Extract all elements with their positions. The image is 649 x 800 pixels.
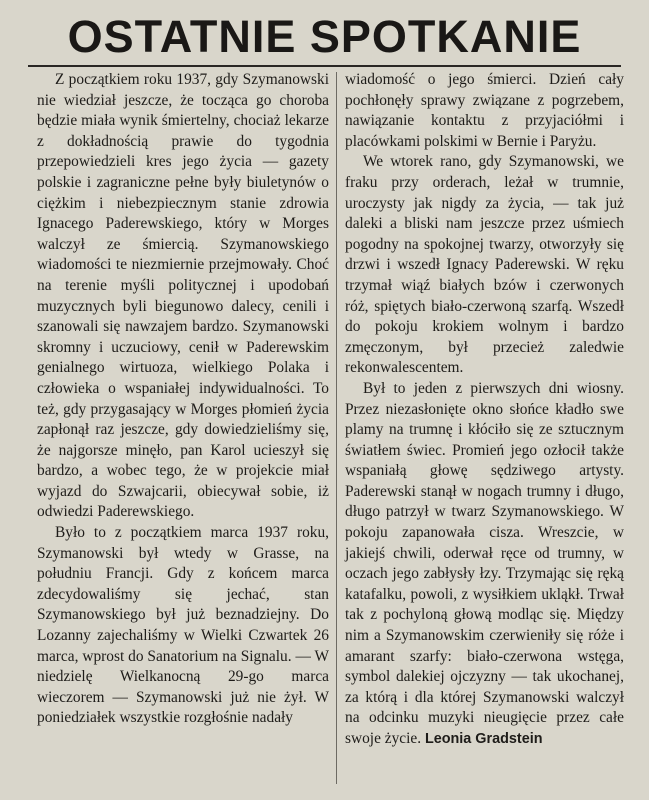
- paragraph-final: [345, 379, 624, 750]
- paragraph: wiadomość o jego śmierci. Dzień cały pochłonęły sprawy związane z pogrzebem, nawiązanie kontaktu z przyjaciółmi i placówkami polskimi w Bernie i Paryżu.: [345, 71, 624, 150]
- left-column: [37, 70, 329, 729]
- paragraph: We wtorek rano, gdy Szymanowski, we fraku przy orderach, leżał w trumnie, uroczysty jak nigdy za życia, — tak już daleki a bliski nam jeszcze przez uśmiech pogodny na spokojnej twarzy, otworzyły się drzwi i wszedł Ignacy Paderewski. W ręku trzymał wiąź białych bzów i czerwonych róż, spiętych biało-czerwoną szarfą. Wszedł do pokoju krokiem wolnym i bardzo zmęczonym, był przecież zaledwie rekonwalescentem.: [345, 153, 624, 377]
- paragraph: Było to z początkiem marca 1937 roku, Szymanowski był wtedy w Grasse, na południu Francji. Gdy z końcem marca zdecydowaliśmy się jechać, stan Szymanowskiego był już beznadziejny. Do Lozanny zajechaliśmy w Wielki Czwartek 26 marca, wprost do Sanatorium na Signalu. — W niedzielę Wielkanocną 29-go marca wieczorem — Szymanowski już nie żył. W poniedziałek wszystkie rozgłośnie nadały: [37, 524, 329, 727]
- author-byline: Leonia Gradstein: [424, 731, 543, 747]
- paragraph-text: Był to jeden z pierwszych dni wiosny. Przez niezasłonięte okno słońce kładło swe plamy na trumnę i kłóciło się ze sztucznym światłem świec. Promień jego ozłocił także wspaniałą głowę sędziwego artysty. Paderewski stanął w nogach trumny i długo, długo patrzył w twarz Szymanowskiego. W pokoju zapanowała cisza. Wreszcie, w jakiejś chwili, oderwał ręce od trumny, w oczach jego zabłysły łzy. Trzymając się ręką katafalku, powoli, z wysiłkiem ukląkł. Trwał tak z pochyloną głową modląc się. Między nim a Szymanowskim czerwieniły się róże i amarant szarfy: biało-czerwona wstęga, symbol dalekiej ojczyzny — tak ukochanej, za którą i dla której Szymanowski walczył na odcinku muzyki nieugięcie przez całe swoje życie.: [345, 379, 624, 747]
- title-rule: [28, 65, 621, 67]
- paragraph: Z początkiem roku 1937, gdy Szymanowski nie wiedział jeszcze, że tocząca go choroba będzie miała wynik śmiertelny, chociaż lekarze z dokładnością prawie do tygodnia przepowiedzieli kres jego życia — gazety polskie i zagraniczne pełne były biuletynów o ciężkim i niebezpiecznym stanie zdrowia Ignacego Paderewskiego, który w Morges walczył ze śmiercią. Szymanowskiego wiadomości te niezmiernie przejmowały. Choć na terenie myśli politycznej i upodobań muzycznych byli biegunowo dalecy, cenili i szanowali się nawzajem bardzo. Szymanowski skromny i uczuciowy, cenił w Paderewskim genialnego wirtuoza, wielkiego Polaka i człowieka o wspaniałej indywidualności. To też, gdy przygasający w Morges płomień życia zapłonął raz jeszcze, gdy dowiedzieliśmy się, że najgorsze minęło, pan Karol ucieszył się bardzo, a wobec tego, że w projekcie miał wyjazd do Szwajcarii, obiecywał sobie, iż odwiedzi Paderewskiego.: [37, 71, 329, 521]
- article-title: OSTATNIE SPOTKANIE: [67, 11, 582, 62]
- right-column: [345, 70, 624, 750]
- column-divider: [336, 72, 337, 784]
